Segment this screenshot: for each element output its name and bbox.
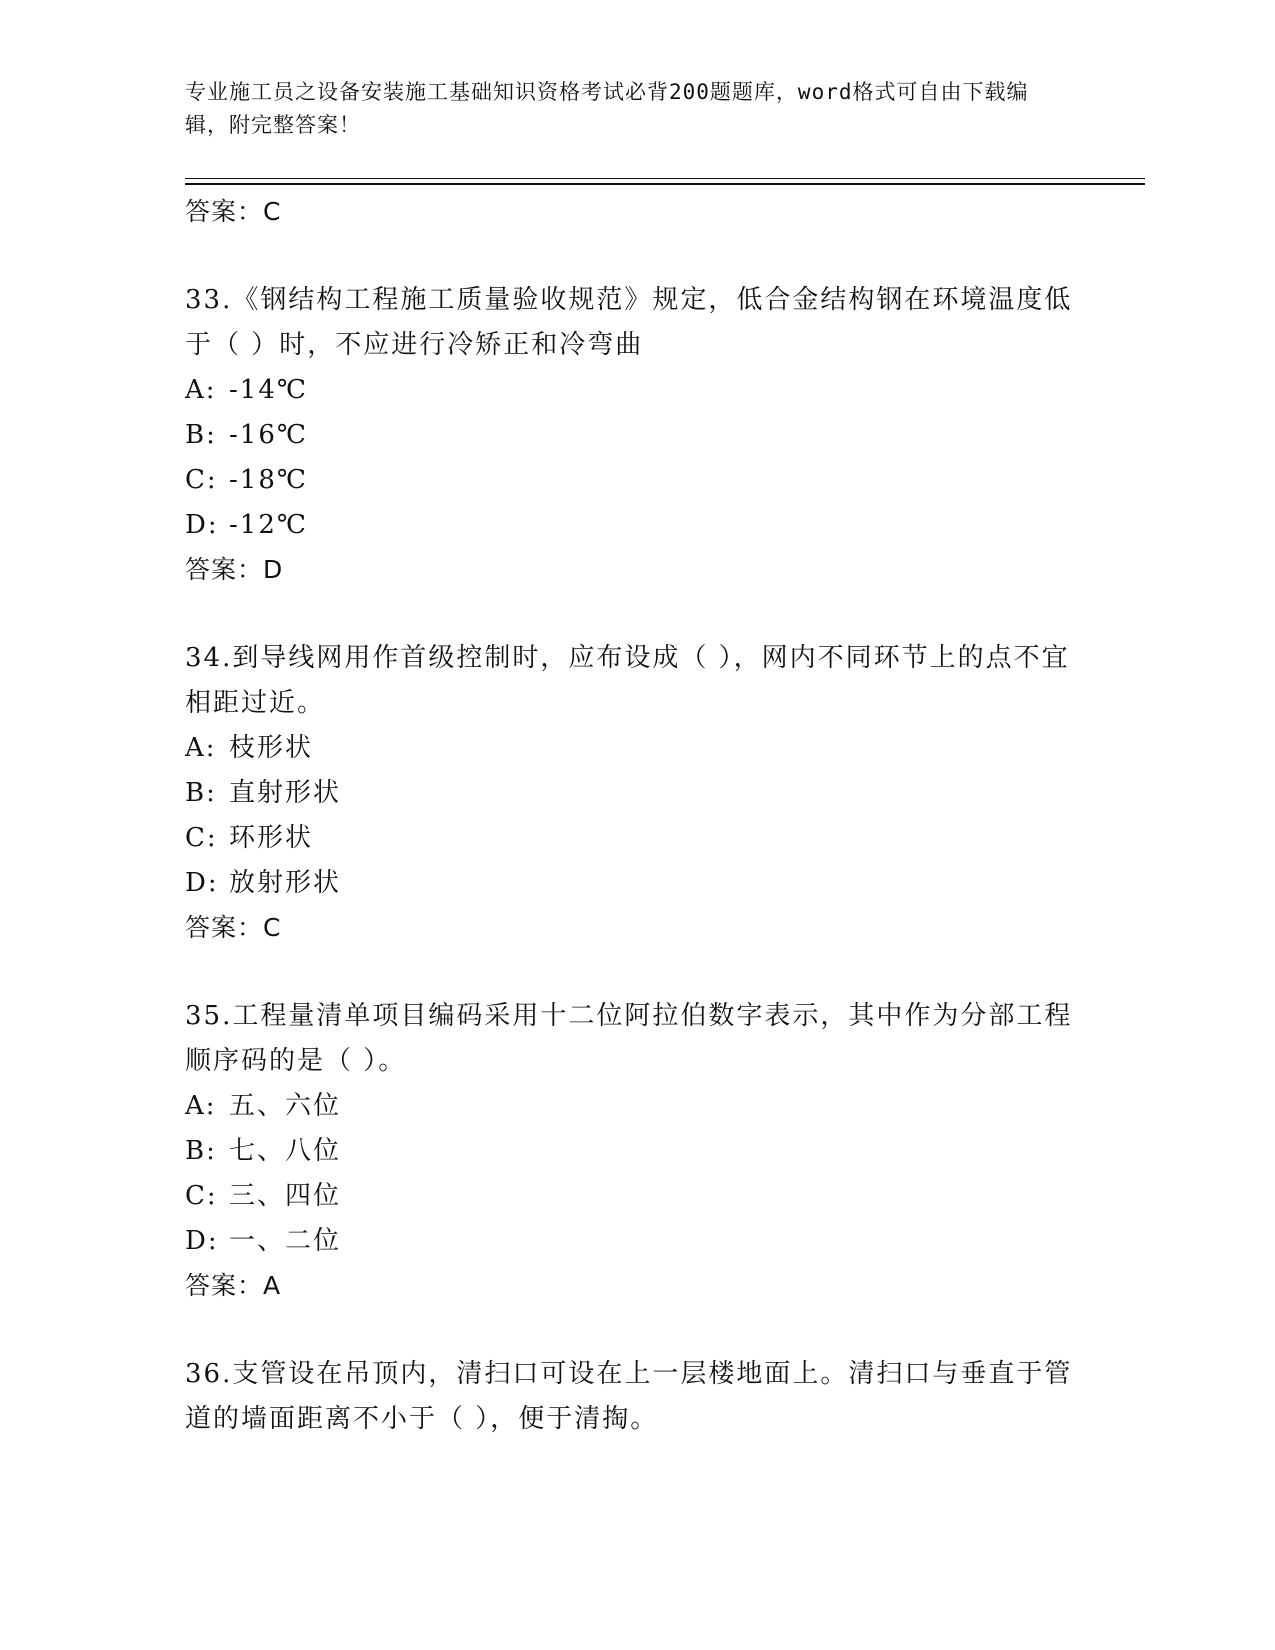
question-block	[185, 994, 1085, 1308]
question-text: 36.支管设在吊顶内，清扫口可设在上一层楼地面上。清扫口与垂直于管道的墙面距离不小于（ ），便于清掏。	[185, 1359, 1073, 1434]
option-text: -18℃	[229, 465, 308, 495]
answer-line	[185, 548, 1085, 592]
question-block	[185, 1352, 1085, 1442]
answer-label: 答案：	[185, 555, 264, 584]
question-block	[185, 278, 1085, 592]
option-letter: B:	[185, 778, 217, 808]
question-gap	[185, 1308, 1085, 1352]
option-text: 三、四位	[229, 1181, 342, 1211]
option-row	[185, 816, 1085, 861]
option-row	[185, 503, 1085, 548]
option-row	[185, 1084, 1085, 1129]
option-row	[185, 413, 1085, 458]
option-letter: A:	[185, 1091, 217, 1121]
answer-value: C	[263, 913, 282, 942]
header-rule-thick	[185, 183, 1145, 185]
option-text: 五、六位	[229, 1091, 342, 1121]
answer-value: C	[263, 197, 282, 226]
option-text: 枝形状	[229, 733, 314, 763]
option-letter: D:	[185, 868, 219, 898]
option-row	[185, 1219, 1085, 1264]
option-row	[185, 368, 1085, 413]
option-text: 环形状	[229, 823, 314, 853]
option-letter: B:	[185, 420, 217, 450]
page-header: 专业施工员之设备安装施工基础知识资格考试必背200题题库，word格式可自由下载编辑，附完整答案！	[185, 80, 1029, 137]
answer-line	[185, 906, 1085, 950]
option-text: -14℃	[229, 375, 308, 405]
option-letter: B:	[185, 1136, 217, 1166]
question-gap	[185, 234, 1085, 278]
question-list	[185, 190, 1085, 1442]
header-rule-thin	[185, 178, 1145, 179]
question-gap	[185, 950, 1085, 994]
question-text: 34.到导线网用作首级控制时，应布设成（ ），网内不同环节上的点不宜相距过近。	[185, 643, 1070, 718]
answer-label: 答案：	[185, 197, 264, 226]
option-letter: C:	[185, 1181, 218, 1211]
questions-container	[185, 234, 1085, 1442]
option-row	[185, 771, 1085, 816]
option-letter: D:	[185, 1226, 219, 1256]
option-row	[185, 458, 1085, 503]
question-text: 33.《钢结构工程施工质量验收规范》规定，低合金结构钢在环境温度低于（ ）时，不应进行冷矫正和冷弯曲	[185, 285, 1073, 360]
option-letter: D:	[185, 510, 219, 540]
option-letter: A:	[185, 375, 217, 405]
answer-label: 答案：	[185, 1271, 264, 1300]
option-text: 一、二位	[229, 1226, 342, 1256]
answer-line	[185, 1264, 1085, 1308]
option-text: -16℃	[229, 420, 308, 450]
option-letter: C:	[185, 823, 218, 853]
option-row	[185, 1174, 1085, 1219]
option-row	[185, 1129, 1085, 1174]
answer-value: A	[263, 1271, 282, 1300]
option-text: 七、八位	[229, 1136, 342, 1166]
option-row	[185, 726, 1085, 771]
option-letter: C:	[185, 465, 218, 495]
question-gap	[185, 592, 1085, 636]
option-letter: A:	[185, 733, 217, 763]
option-text: -12℃	[229, 510, 308, 540]
answer-value: D	[263, 555, 284, 584]
question-block	[185, 636, 1085, 950]
option-row	[185, 861, 1085, 906]
answer-line	[185, 190, 1085, 234]
option-text: 放射形状	[229, 868, 342, 898]
option-text: 直射形状	[229, 778, 342, 808]
answer-label: 答案：	[185, 913, 264, 942]
question-text: 35.工程量清单项目编码采用十二位阿拉伯数字表示，其中作为分部工程顺序码的是（ ）。	[185, 1001, 1073, 1076]
